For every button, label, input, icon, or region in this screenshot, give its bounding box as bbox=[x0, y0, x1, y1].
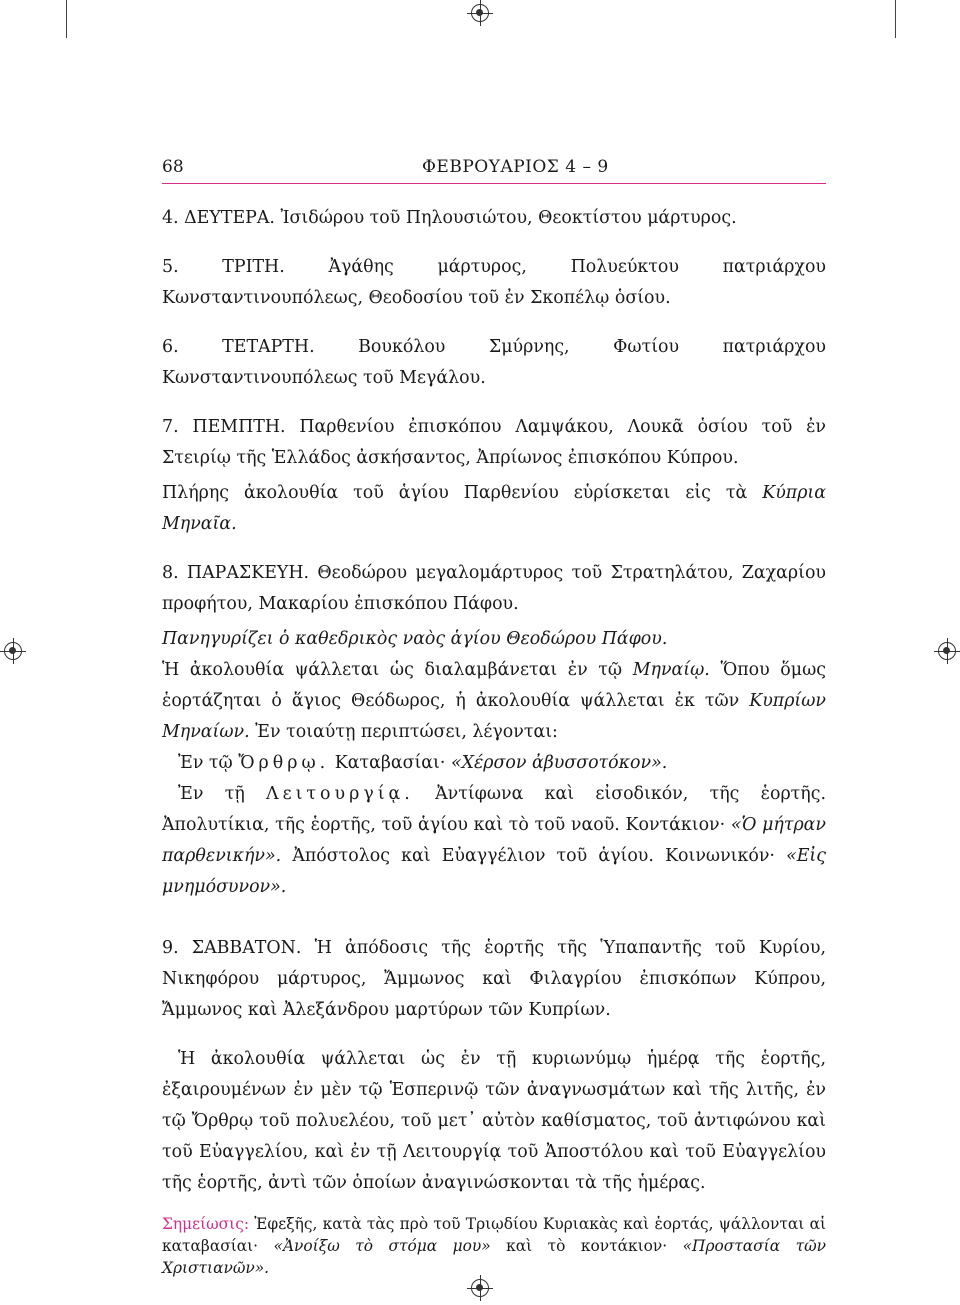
footnote-label: Σημείωσις: bbox=[162, 1215, 250, 1233]
registration-mark-icon bbox=[471, 1279, 489, 1297]
page-number: 68 bbox=[162, 157, 184, 177]
entry-7-note: Πλήρης ἀκολουθία τοῦ ἁγίου Παρθενίου εὑρίσκεται εἰς τὰ Κύπρια Μηναῖα. bbox=[162, 483, 826, 534]
entry-8-orthros: Ἐν τῷ Ὄρθρῳ. Καταβασίαι· «Χέρσον ἀβυσσοτόκον». bbox=[178, 753, 668, 773]
entry-date: 9. ΣΑΒΒΑΤΟΝ. bbox=[162, 938, 302, 958]
entry-5: 5. ΤΡΙΤΗ. Ἀγάθης μάρτυρος, Πολυεύκτου πατριάρχου Κωνσταντινουπόλεως, Θεοδοσίου τοῦ ἐν Σκοπέλῳ ὁσίου. bbox=[162, 257, 827, 308]
entry-date: 6. ΤΕΤΑΡΤΗ. bbox=[162, 337, 315, 357]
running-title: ΦΕΒΡΟΥΑΡΙΟΣ 4 – 9 bbox=[422, 157, 609, 177]
entry-date: 4. ΔΕΥΤΕΡΑ. bbox=[162, 208, 275, 228]
entry-8-rubric: Ἡ ἀκολουθία ψάλλεται ὡς διαλαμβάνεται ἐν τῷ Μηναίῳ. Ὅπου ὅμως ἑορτάζηται ὁ ἅγιος Θεόδωρος, ἡ ἀκολουθία ψάλλεται ἐκ τῶν Κυπρίων Μηναίων. Ἐν τοιαύτῃ περιπτώσει, λέγονται: bbox=[162, 660, 826, 742]
entry-4: 4. ΔΕΥΤΕΡΑ. Ἰσιδώρου τοῦ Πηλουσιώτου, Θεοκτίστου μάρτυρος. bbox=[162, 208, 737, 228]
entry-date: 8. ΠΑΡΑΣΚΕΥΗ. bbox=[162, 563, 310, 583]
entry-9-rubric: Ἡ ἀκολουθία ψάλλεται ὡς ἐν τῇ κυριωνύμῳ ἡμέρᾳ τῆς ἑορτῆς, ἐξαιρουμένων ἐν μὲν τῷ Ἑσπερινῷ τῶν ἀναγνωσμάτων καὶ τῆς λιτῆς, ἐν τῷ Ὄρθρῳ τοῦ πολυελέου, τοῦ μετ᾽ αὐτὸν καθίσματος, τοῦ ἀντιφώνου καὶ τοῦ Εὐαγγελίου, καὶ ἐν τῇ Λειτουργίᾳ τοῦ Ἀποστόλου καὶ τοῦ Εὐαγγελίου τῆς ἑορτῆς, ἀντὶ τῶν ὁποίων ἀναγινώσκονται τὰ τῆς ἡμέρας. bbox=[162, 1049, 826, 1193]
page-body bbox=[162, 203, 826, 1279]
registration-mark-icon bbox=[4, 642, 22, 660]
entry-8-liturgy: Ἐν τῇ Λειτουργίᾳ. Ἀντίφωνα καὶ εἰσοδικόν, τῆς ἑορτῆς. Ἀπολυτίκια, τῆς ἑορτῆς, τοῦ ἁγίου καὶ τὸ τοῦ ναοῦ. Κοντάκιον· «Ὁ μήτραν παρθενικήν». Ἀπόστολος καὶ Εὐαγγέλιον τοῦ ἁγίου. Κοινωνικόν· «Εἰς μνημόσυνον». bbox=[162, 784, 826, 897]
crop-mark-left bbox=[66, 0, 67, 38]
entry-date: 5. ΤΡΙΤΗ. bbox=[162, 257, 285, 277]
entry-9: 9. ΣΑΒΒΑΤΟΝ. Ἡ ἀπόδοσις τῆς ἑορτῆς τῆς Ὑπαπαντῆς τοῦ Κυρίου, Νικηφόρου μάρτυρος, Ἄμμωνος καὶ Φιλαγρίου ἐπισκόπων Κύπρου, Ἄμμωνος καὶ Ἀλεξάνδρου μαρτύρων τῶν Κυπρίων. bbox=[162, 938, 826, 1020]
running-header bbox=[162, 157, 826, 184]
entry-8: 8. ΠΑΡΑΣΚΕΥΗ. Θεοδώρου μεγαλομάρτυρος τοῦ Στρατηλάτου, Ζαχαρίου προφήτου, Μακαρίου ἐπισκόπου Πάφου. bbox=[162, 563, 827, 614]
footnote: Σημείωσις: Ἐφεξῆς, κατὰ τὰς πρὸ τοῦ Τριῳδίου Κυριακὰς καὶ ἑορτάς, ψάλλονται αἱ καταβασίαι· «Ἀνοίξω τὸ στόμα μου» καὶ τὸ κοντάκιον· «Προστασία τῶν Χριστιανῶν». bbox=[162, 1215, 826, 1277]
crop-mark-right bbox=[895, 0, 896, 38]
entry-8-feast: Πανηγυρίζει ὁ καθεδρικὸς ναὸς ἁγίου Θεοδώρου Πάφου. bbox=[162, 629, 668, 649]
registration-mark-icon bbox=[471, 4, 489, 22]
entry-date: 7. ΠΕΜΠΤΗ. bbox=[162, 417, 286, 437]
entry-6: 6. ΤΕΤΑΡΤΗ. Βουκόλου Σμύρνης, Φωτίου πατριάρχου Κωνσταντινουπόλεως τοῦ Μεγάλου. bbox=[162, 337, 826, 388]
registration-mark-icon bbox=[938, 642, 956, 660]
entry-7: 7. ΠΕΜΠΤΗ. Παρθενίου ἐπισκόπου Λαμψάκου, Λουκᾶ ὁσίου τοῦ ἐν Στειρίῳ τῆς Ἑλλάδος ἀσκήσαντος, Ἀπρίωνος ἐπισκόπου Κύπρου. bbox=[162, 417, 827, 468]
